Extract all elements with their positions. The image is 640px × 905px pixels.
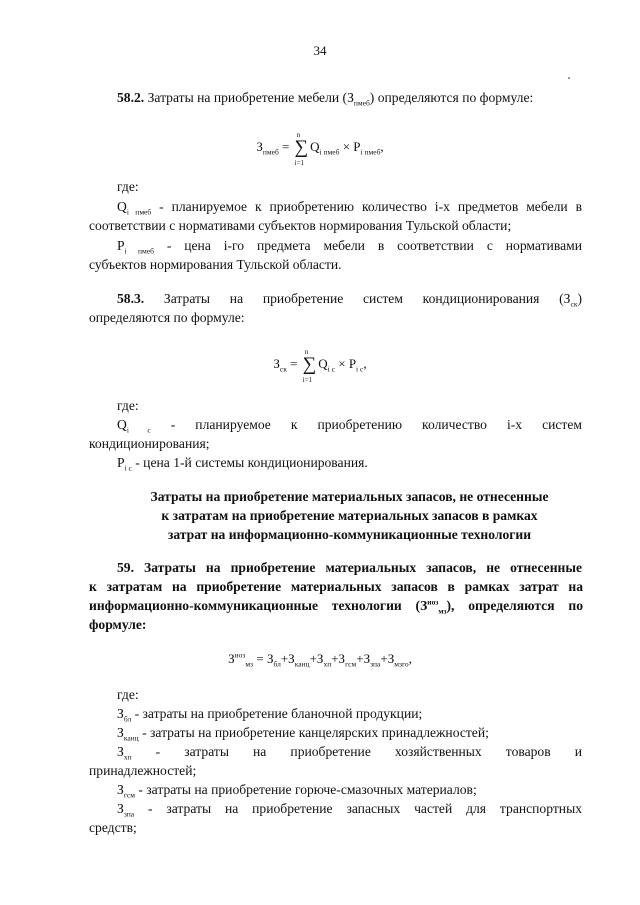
formula-air-conditioning: [0, 347, 640, 384]
formula-p-sub: i с: [356, 364, 364, 374]
where-label: где:: [117, 687, 139, 702]
sum-sign: [294, 130, 309, 167]
def-symbol-sub: бл: [123, 714, 132, 724]
def-symbol: P: [117, 238, 125, 253]
term-2: З: [288, 651, 295, 666]
clause-text: Затраты на приобретение систем кондиционирования (З: [144, 291, 571, 306]
clause-text-end: ): [577, 291, 582, 306]
definition-q-ac-cont: кондиционирования;: [89, 436, 210, 451]
def-text: - планируемое к приобретению количество i-x систем: [150, 417, 582, 432]
section-58-3-intro: [117, 290, 582, 308]
sum-sign: [302, 347, 317, 384]
formula-q: Q: [318, 356, 328, 371]
plus: +: [331, 651, 339, 666]
term-1: З: [266, 651, 274, 666]
sum-upper: n: [296, 130, 301, 139]
definition-p-furniture-cont: субъектов нормирования Тульской области.: [89, 257, 342, 272]
s59-sup: иоз: [427, 597, 439, 607]
term-3-sub: хп: [323, 659, 332, 669]
def-text: - затраты на приобретение канцелярских принадлежностей;: [138, 725, 489, 740]
definition-q-furniture: [117, 198, 582, 216]
formula-lhs-sub: пмеб: [262, 147, 279, 157]
term-4: З: [338, 651, 346, 666]
plus: +: [380, 651, 388, 666]
definition-household-cont: принадлежностей;: [89, 763, 197, 778]
def-symbol-sub: i пмеб: [126, 207, 152, 217]
formula-material-stocks: [0, 650, 640, 668]
def-symbol-sub: i пмеб: [124, 246, 154, 256]
def-symbol: Q: [117, 417, 127, 432]
def-symbol: З: [117, 706, 124, 721]
term-5: З: [363, 651, 371, 666]
plus: +: [309, 651, 317, 666]
term-6: З: [387, 651, 395, 666]
def-symbol-sub: канц: [123, 733, 139, 743]
formula-eq: =: [282, 139, 290, 154]
def-text: - цена 1-й системы кондиционирования.: [131, 455, 368, 470]
section-heading-line-2: к затратам на приобретение материальных запасов в рамках: [161, 508, 538, 523]
formula-end: ,: [408, 651, 412, 666]
s59-text-end: ), определяются по: [446, 598, 583, 613]
formula-p: P: [353, 139, 361, 154]
s59-text: информационно-коммуникационные технологии (З: [89, 598, 428, 613]
definition-q-furniture-cont: соответствии с нормативами субъектов нормирования Тульской области;: [89, 218, 512, 233]
definition-q-ac: [117, 416, 582, 434]
formula-end: ,: [380, 139, 384, 154]
def-symbol-sub: хп: [123, 752, 132, 762]
formula-q: Q: [310, 139, 320, 154]
s59-sub: мз: [438, 606, 447, 616]
sigma-symbol: ∑: [294, 136, 309, 158]
def-symbol: З: [117, 725, 124, 740]
def-symbol-sub: i с: [126, 425, 151, 435]
formula-p-sub: i пмеб: [360, 147, 381, 157]
formula-lhs-sub: ск: [279, 364, 287, 374]
page-number: 34: [313, 43, 327, 58]
scan-speck: [568, 77, 570, 79]
formula-q-sub: i с: [327, 364, 335, 374]
sum-upper: n: [304, 347, 309, 356]
sum-lower: i=1: [294, 158, 305, 167]
section-59-line-4: формуле:: [89, 617, 147, 632]
formula-q-sub: i пмеб: [319, 147, 340, 157]
definition-p-furniture: [117, 237, 582, 255]
def-symbol-sub: i с: [124, 463, 132, 473]
clause-text-end: ) определяются по формуле:: [369, 90, 534, 105]
section-heading-line-1: Затраты на приобретение материальных запасов, не отнесенные: [150, 489, 549, 504]
formula-lhs: З: [228, 651, 235, 666]
term-1-sub: бл: [273, 659, 281, 669]
term-6-sub: мзго: [394, 659, 409, 669]
clause-subscript: пмеб: [353, 98, 370, 108]
definition-spare-parts: [117, 800, 582, 818]
def-symbol-sub: гсм: [123, 790, 135, 800]
definition-stationery: [117, 724, 582, 742]
formula-lhs: З: [256, 139, 263, 154]
plus: +: [280, 651, 289, 666]
definition-forms: [117, 705, 582, 723]
definition-fuel: [117, 781, 582, 799]
sigma-symbol: ∑: [302, 353, 317, 375]
clause-text: Затраты на приобретение мебели (З: [144, 90, 354, 105]
def-text: - затраты на приобретение горюче-смазочных материалов;: [134, 782, 477, 797]
section-59-line-3: [89, 597, 583, 615]
def-symbol: P: [117, 455, 125, 470]
section-58-3-intro-cont: определяются по формуле:: [89, 310, 245, 325]
def-symbol-sub: зпа: [123, 809, 135, 819]
formula-p: P: [348, 356, 357, 371]
def-text: - планируемое к приобретению количество i-x предметов мебели в: [151, 199, 582, 214]
definition-household: [117, 743, 582, 761]
formula-lhs: З: [273, 356, 280, 371]
def-symbol: З: [117, 801, 124, 816]
formula-furniture: [0, 130, 640, 167]
clause-number: 58.2.: [117, 90, 145, 105]
term-4-sub: гсм: [345, 659, 357, 669]
formula-times: ×: [342, 139, 351, 154]
term-2-sub: канц: [294, 659, 310, 669]
clause-subscript: ск: [570, 299, 578, 309]
def-text: - затраты на приобретение запасных частей для транспортных: [134, 801, 582, 816]
def-text: - затраты на приобретение хозяйственных товаров и: [131, 744, 582, 759]
def-text: - затраты на приобретение бланочной продукции;: [131, 706, 423, 721]
definition-spare-parts-cont: средств;: [89, 820, 137, 835]
def-symbol: Q: [117, 199, 127, 214]
clause-number: 58.3.: [117, 291, 145, 306]
formula-lhs-sup: иоз: [234, 650, 246, 660]
where-label: где:: [117, 179, 139, 194]
section-59-line-2: к затратам на приобретение материальных запасов в рамках затрат на: [89, 579, 583, 594]
formula-eq: =: [290, 356, 298, 371]
def-symbol: З: [117, 782, 124, 797]
formula-lhs-sub: мз: [245, 659, 254, 669]
where-label: где:: [117, 398, 139, 413]
definition-p-ac: [117, 454, 582, 472]
formula-end: ,: [363, 356, 367, 371]
section-59-line-1: 59. Затраты на приобретение материальных запасов, не отнесенные: [117, 560, 582, 575]
sum-lower: i=1: [302, 375, 313, 384]
def-symbol: З: [117, 744, 124, 759]
formula-eq: =: [256, 651, 264, 666]
term-3: З: [316, 651, 324, 666]
term-5-sub: зпа: [370, 659, 381, 669]
plus: +: [356, 651, 364, 666]
section-58-2-intro: [117, 89, 582, 107]
section-heading-line-3: затрат на информационно-коммуникационные технологии: [167, 527, 532, 542]
def-text: - цена i-го предмета мебели в соответствии с нормативами: [153, 238, 582, 253]
formula-times: ×: [338, 356, 346, 371]
